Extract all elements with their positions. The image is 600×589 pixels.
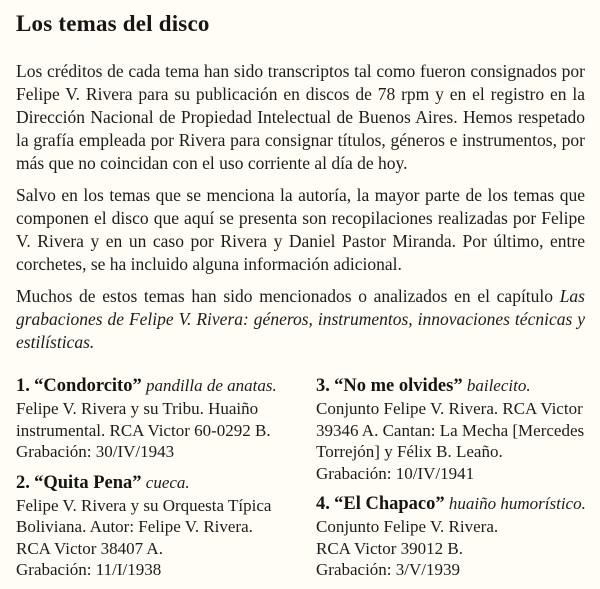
track-3-heading [316, 374, 600, 398]
track-3-detail-line: Torrejón] y Félix B. Leaño. [316, 442, 503, 461]
page-title: Los temas del disco [16, 11, 210, 36]
track-item-4 [316, 492, 600, 581]
track-1-number: 1. [16, 376, 30, 396]
track-1-title: “Condorcito” [34, 376, 142, 396]
track-4-detail-line: Conjunto Felipe V. Rivera. [316, 517, 499, 536]
track-3-detail-line: Conjunto Felipe V. Rivera. RCA Victor [316, 399, 583, 418]
paragraph-chapter-reference [16, 285, 585, 354]
track-1-detail-line: instrumental. RCA Victor 60-0292 B. [16, 420, 271, 440]
track-item-3 [316, 374, 600, 484]
track-4-heading [316, 492, 600, 516]
chapter-title-italic: Las grabaciones de Felipe V. Rivera: géneros, instrumentos, innovaciones técnicas y estilísticas. [16, 286, 585, 352]
track-2-recording-date: Grabación: 11/I/1938 [16, 560, 162, 579]
track-2-title: “Quita Pena” [34, 472, 142, 493]
track-2-detail-line: Felipe V. Rivera y su Orquesta Típica [16, 495, 272, 515]
track-list-left-column [16, 374, 301, 589]
track-2-detail-line: RCA Victor 38407 A. [16, 538, 163, 558]
track-1-heading [16, 374, 301, 398]
track-2-heading [16, 471, 301, 495]
track-3-detail-line: 39346 A. Cantan: La Mecha [Mercedes [316, 420, 585, 440]
track-4-detail-line: RCA Victor 39012 B. [316, 538, 463, 558]
track-item-2 [16, 471, 301, 581]
paragraph-chapter-reference-plain: Muchos de estos temas han sido mencionados o analizados en el capítulo [16, 286, 560, 306]
track-3-number: 3. [316, 376, 330, 396]
track-2-number: 2. [16, 472, 30, 493]
track-list-right-column [316, 374, 600, 589]
track-3-genre: bailecito. [466, 376, 531, 395]
track-list [16, 374, 585, 589]
track-4-title: “El Chapaco” [334, 494, 445, 514]
track-2-detail-line: Boliviana. Autor: Felipe V. Rivera. [16, 517, 253, 536]
track-1-recording-date: Grabación: 30/IV/1943 [16, 442, 175, 461]
track-item-1 [16, 374, 301, 463]
paragraph-credits: Los créditos de cada tema han sido transcriptos tal como fueron consignados por Felipe V. Rivera para su publicación en discos de 78 rpm y en el registro en la Dirección Nacional de Propiedad Intelectual de Buenos Aires. Hemos respetado la grafía empleada por Rivera para consignar títulos, géneros e instrumentos, por más que no coincidan con el uso corriente al día de hoy. [16, 61, 585, 173]
track-3-recording-date: Grabación: 10/IV/1941 [316, 463, 475, 483]
track-3-title: “No me olvides” [334, 376, 463, 396]
track-4-recording-date: Grabación: 3/V/1939 [316, 560, 460, 579]
track-4-number: 4. [316, 494, 330, 514]
track-1-detail-line: Felipe V. Rivera y su Tribu. Huaiño [16, 399, 259, 418]
paragraph-authorship: Salvo en los temas que se menciona la autoría, la mayor parte de los temas que componen el disco que aquí se presenta son recopilaciones realizadas por Felipe V. Rivera y en un caso por Rivera y Daniel Pastor Miranda. Por último, entre corchetes, se ha incluido alguna información adicional. [16, 185, 585, 274]
track-1-genre: pandilla de anatas. [145, 376, 277, 395]
track-2-genre: cueca. [145, 472, 190, 492]
track-4-genre: huaiño humorístico. [448, 494, 586, 513]
